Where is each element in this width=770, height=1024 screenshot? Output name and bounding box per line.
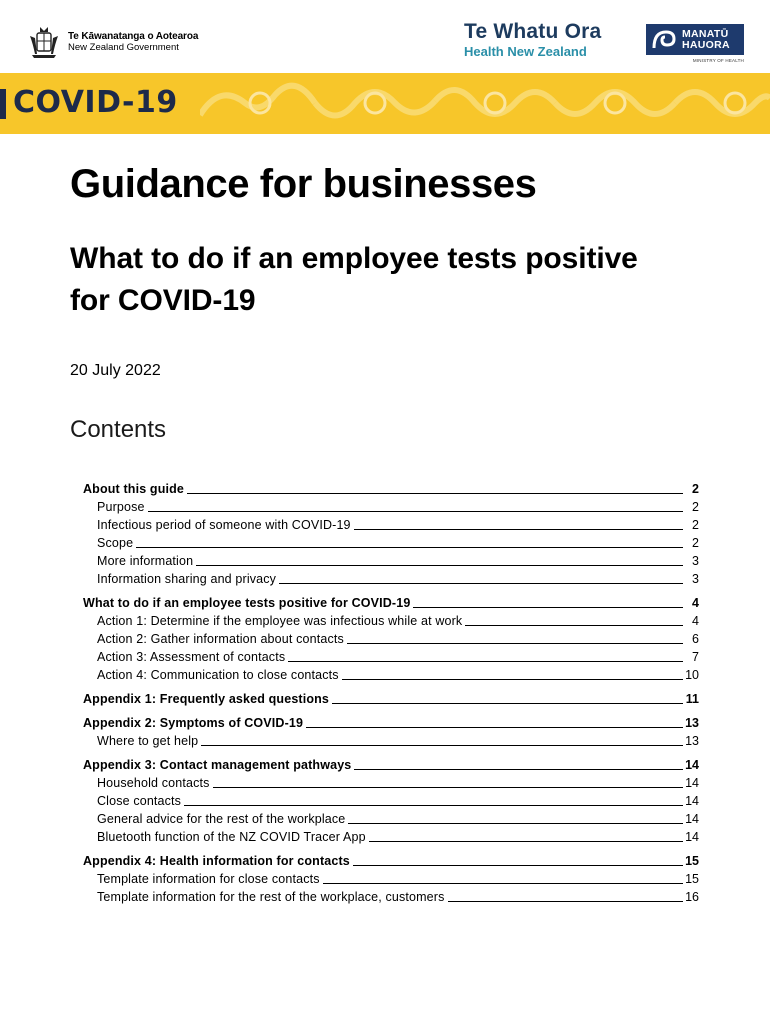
toc-page-number: 2 (692, 482, 699, 496)
toc-leader-line (353, 865, 683, 866)
toc-section (83, 714, 699, 750)
toc-entry-title: General advice for the rest of the workplace (97, 812, 346, 826)
toc-leader-line (201, 745, 683, 746)
toc-section (83, 852, 699, 906)
toc-subsection-entry[interactable] (83, 570, 699, 588)
toc-subsection-entry[interactable] (83, 612, 699, 630)
toc-entry-title: Close contacts (97, 794, 182, 808)
toc-leader-line (332, 703, 683, 704)
toc-leader-line (187, 493, 683, 494)
toc-subsection-entry[interactable] (83, 888, 699, 906)
toc-entry-title: Appendix 2: Symptoms of COVID-19 (83, 716, 304, 730)
toc-entry-title: Information sharing and privacy (97, 572, 277, 586)
toc-section-entry[interactable] (83, 756, 699, 774)
toc-leader-line (288, 661, 683, 662)
toc-leader-line (465, 625, 683, 626)
toc-page-number: 11 (685, 692, 699, 706)
manatu-line2: HAUORA (682, 38, 730, 51)
toc-entry-title: Infectious period of someone with COVID-19 (97, 518, 351, 532)
toc-leader-line (342, 679, 683, 680)
toc-page-number: 10 (685, 668, 699, 682)
toc-subsection-entry[interactable] (83, 792, 699, 810)
toc-page-number: 16 (685, 890, 699, 904)
toc-subsection-entry[interactable] (83, 828, 699, 846)
toc-page-number: 15 (685, 872, 699, 886)
toc-entry-title: Appendix 4: Health information for contacts (83, 854, 350, 868)
toc-section-entry[interactable] (83, 480, 699, 498)
toc-page-number: 6 (692, 632, 699, 646)
toc-entry-title: Template information for the rest of the workplace, customers (97, 890, 445, 904)
toc-leader-line (348, 823, 683, 824)
toc-subsection-entry[interactable] (83, 666, 699, 684)
toc-leader-line (369, 841, 683, 842)
toc-subsection-entry[interactable] (83, 732, 699, 750)
toc-page-number: 14 (685, 830, 699, 844)
toc-page-number: 14 (685, 812, 699, 826)
toc-subsection-entry[interactable] (83, 870, 699, 888)
toc-page-number: 4 (692, 614, 699, 628)
toc-leader-line (354, 529, 683, 530)
toc-entry-title: Template information for close contacts (97, 872, 320, 886)
toc-leader-line (184, 805, 683, 806)
toc-page-number: 3 (692, 554, 699, 568)
manatu-hauora-logo (646, 24, 744, 63)
covid-banner (0, 73, 770, 134)
toc-page-number: 13 (685, 716, 699, 730)
banner-title: COVID-19 (13, 85, 178, 120)
toc-entry-title: More information (97, 554, 194, 568)
toc-leader-line (448, 901, 684, 902)
toc-section (83, 594, 699, 684)
te-whatu-ora-logo (464, 20, 601, 60)
toc-subsection-entry[interactable] (83, 774, 699, 792)
toc-entry-title: Purpose (97, 500, 145, 514)
toc-page-number: 14 (685, 758, 699, 772)
nzgov-maori-name: Te Kāwanatanga o Aotearoa (68, 31, 199, 42)
toc-page-number: 2 (692, 518, 699, 532)
document-date: 20 July 2022 (70, 362, 161, 379)
toc-entry-title: Action 4: Communication to close contacts (97, 668, 339, 682)
table-of-contents (83, 480, 699, 912)
toc-section (83, 480, 699, 588)
toc-subsection-entry[interactable] (83, 630, 699, 648)
toc-leader-line (136, 547, 683, 548)
manatu-line1: MANATŪ (682, 27, 729, 40)
toc-section-entry[interactable] (83, 690, 699, 708)
contents-heading: Contents (70, 416, 167, 443)
toc-section (83, 756, 699, 846)
ministry-of-health-label: MINISTRY OF HEALTH (692, 58, 744, 63)
toc-page-number: 3 (692, 572, 699, 586)
toc-page-number: 2 (692, 536, 699, 550)
toc-section-entry[interactable] (83, 852, 699, 870)
toc-section (83, 690, 699, 708)
toc-entry-title: Action 2: Gather information about contacts (97, 632, 344, 646)
toc-leader-line (279, 583, 683, 584)
toc-leader-line (354, 769, 683, 770)
toc-subsection-entry[interactable] (83, 498, 699, 516)
whatu-ora-name: Te Whatu Ora (464, 20, 602, 43)
toc-entry-title: Action 3: Assessment of contacts (97, 650, 286, 664)
toc-leader-line (323, 883, 683, 884)
toc-leader-line (347, 643, 683, 644)
koru-icon (650, 28, 678, 52)
nzgov-english-name: New Zealand Government (68, 42, 179, 53)
toc-page-number: 15 (685, 854, 699, 868)
toc-page-number: 14 (685, 776, 699, 790)
document-subtitle: What to do if an employee tests positive for COVID-19 (70, 242, 638, 317)
toc-leader-line (213, 787, 684, 788)
toc-entry-title: Where to get help (97, 734, 199, 748)
document-title: Guidance for businesses (70, 162, 537, 206)
toc-page-number: 14 (685, 794, 699, 808)
toc-entry-title: Action 1: Determine if the employee was infectious while at work (97, 614, 463, 628)
toc-leader-line (306, 727, 683, 728)
toc-section-entry[interactable] (83, 594, 699, 612)
toc-subsection-entry[interactable] (83, 648, 699, 666)
toc-leader-line (196, 565, 683, 566)
toc-subsection-entry[interactable] (83, 810, 699, 828)
toc-page-number: 13 (685, 734, 699, 748)
coat-of-arms-icon (26, 24, 62, 60)
nz-government-logo (26, 24, 198, 60)
toc-subsection-entry[interactable] (83, 552, 699, 570)
toc-page-number: 4 (692, 596, 699, 610)
toc-leader-line (413, 607, 683, 608)
health-nz-name: Health New Zealand (464, 44, 587, 59)
toc-subsection-entry[interactable] (83, 534, 699, 552)
toc-entry-title: Household contacts (97, 776, 210, 790)
toc-page-number: 7 (692, 650, 699, 664)
toc-subsection-entry[interactable] (83, 516, 699, 534)
toc-entry-title: Appendix 3: Contact management pathways (83, 758, 352, 772)
banner-accent-bar (0, 89, 6, 119)
koru-pattern-decoration (200, 73, 770, 134)
toc-entry-title: What to do if an employee tests positive for COVID-19 (83, 596, 411, 610)
toc-entry-title: About this guide (83, 482, 184, 496)
toc-entry-title: Bluetooth function of the NZ COVID Tracer App (97, 830, 366, 844)
toc-section-entry[interactable] (83, 714, 699, 732)
toc-entry-title: Appendix 1: Frequently asked questions (83, 692, 330, 706)
toc-page-number: 2 (692, 500, 699, 514)
toc-leader-line (148, 511, 683, 512)
toc-entry-title: Scope (97, 536, 134, 550)
